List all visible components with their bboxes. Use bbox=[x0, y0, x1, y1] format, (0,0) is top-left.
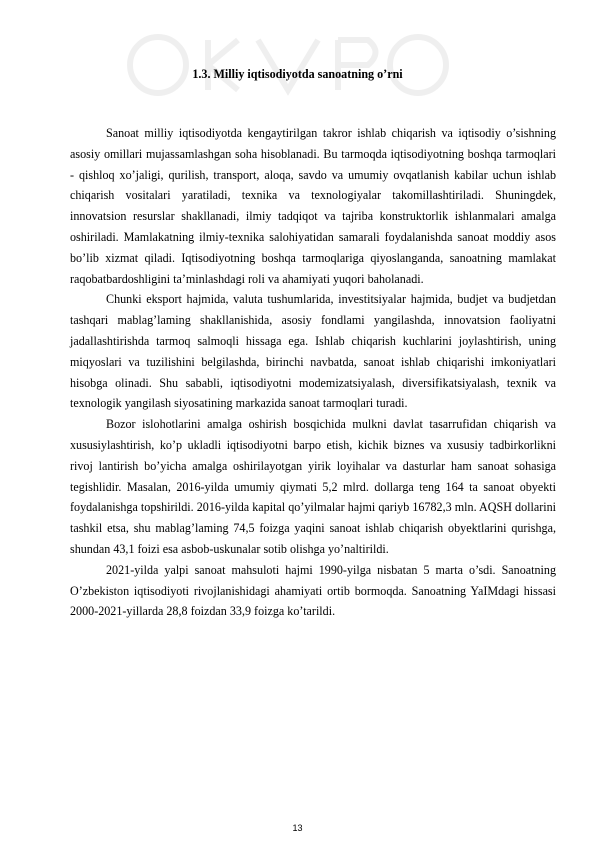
page-number: 13 bbox=[292, 823, 303, 833]
paragraph-1: Sanoat milliy iqtisodiyotda kengaytirilgan takror ishlab chiqarish va iqtisodiy o’sishning asosiy omillari mujassamlashgan soha hisoblanadi. Bu tarmoqda iqtisodiyotning boshqa tarmoqlari - qishloq xo’jaligi, qurilish, transport, aloqa, savdo va umumiy ovqatlanish kabilar uchun ishlab chiqarish vositalari yaratiladi, texnika va texnologiyalar takomillashtiriladi. Shuningdek, innovatsion resurslar shakllanadi, ilmiy tadqiqot va tajriba konstruktorlik ishlanmalari amalga oshiriladi. Mamlakatning ilmiy-texnika salohiyatidan samarali foydalanishda sanoat moddiy asos bo’lib xizmat qiladi. Iqtisodiyotning boshqa tarmoqlariga qiyoslanganda, sanoatning mamlakat raqobatbardoshligini ta’minlashdagi roli va ahamiyati yuqori baholanadi. bbox=[70, 126, 556, 286]
paragraph-3: Bozor islohotlarini amalga oshirish bosqichida mulkni davlat tasarrufidan chiqarish va xususiylashtirish, ko’p ukladli iqtisodiyotni barpo etish, kichik biznes va xususiy tadbirkorlikni rivoj lantirish bo’yicha amalga oshirilayotgan yirik loyihalar va dasturlar ham sanoat sohasiga tegishlidir. Masalan, 2016-yilda umumiy qiymati 5,2 mlrd. dollarga teng 164 ta sanoat obyekti foydalanishga topshirildi. 2016-yilda kapital qo’yilmalar hajmi qariyb 16782,3 mln. AQSH dollarini tashkil etsa, shu mablag’laming 74,5 foizga yaqini sanoat ishlab chiqarish obyektlarini qurishga, shundan 43,1 foizi esa asbob-uskunalar sotib olishga yo’naltirildi. bbox=[70, 417, 556, 556]
body-text bbox=[70, 123, 556, 622]
paragraph-2: Chunki eksport hajmida, valuta tushumlarida, investitsiyalar hajmida, budjet va budjetdan tashqari mablag’laming shakllanishida, asosiy fondlami yangilashda, innovatsion faoliyatni jadallashtirishda tarmoq salmoqli hissaga ega. Ishlab chiqarish kuchlarini joylashtirish, uning miqyoslari va tuzilishini belgilashda, birinchi navbatda, sanoat ishlab chiqarishi imkoniyatlari hisobga olinadi. Shu sababli, iqtisodiyotni modemizatsiyalash, diversifikatsiyalash, texnik va texnologik yangilash siyosatining markazida sanoat tarmoqlari turadi. bbox=[70, 292, 556, 411]
paragraph-4: 2021-yilda yalpi sanoat mahsuloti hajmi 1990-yilga nisbatan 5 marta o’sdi. Sanoatning O’zbekiston iqtisodiyoti rivojlanishidagi ahamiyati ortib bormoqda. Sanoatning YaIMdagi hissasi 2000-2021-yillarda 28,8 foizdan 33,9 foizga ko’tarildi. bbox=[70, 562, 556, 619]
watermark-logo bbox=[118, 10, 478, 120]
section-title: 1.3. Milliy iqtisodiyotda sanoatning o’rni bbox=[192, 67, 403, 81]
